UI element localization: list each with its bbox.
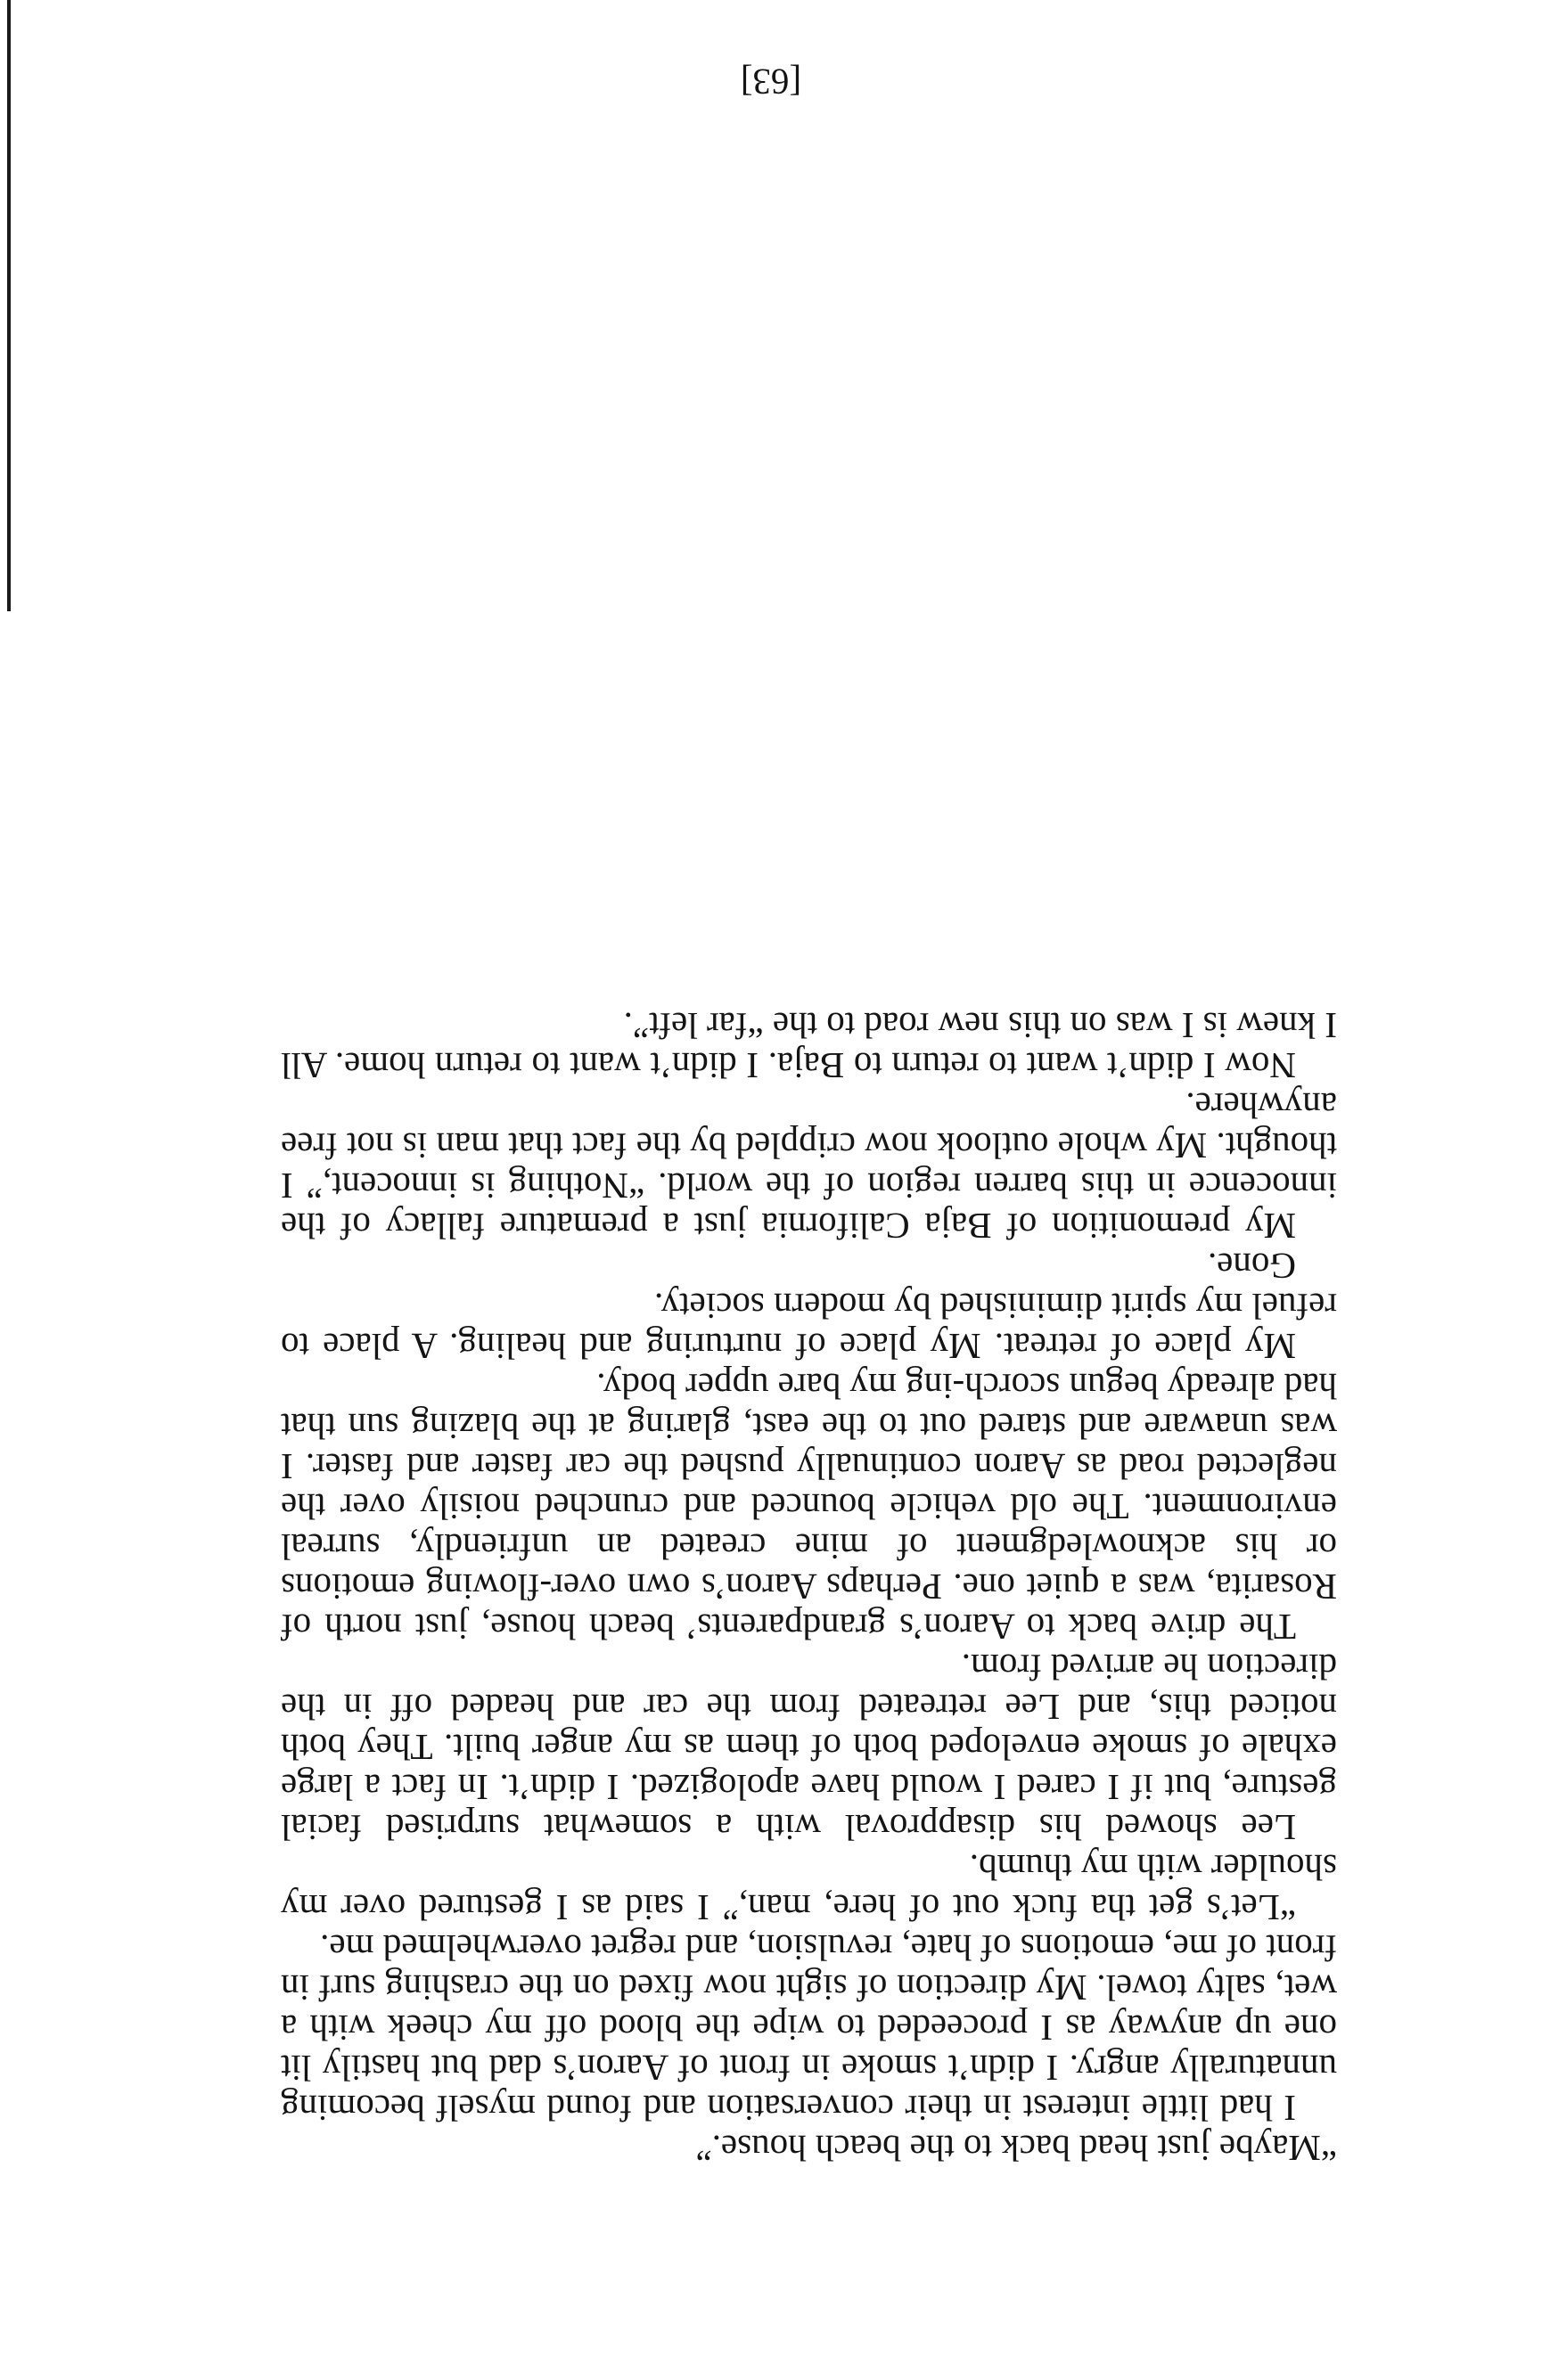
body-text xyxy=(281,1005,1337,2168)
paragraph: My premonition of Baja California just a premature fallacy of the innocence in this barren region of the world. “Nothing is innocent,” I thought. My whole outlook now crippled by the fact that man is not free anywhere. xyxy=(281,1085,1337,1247)
paragraph: Gone. xyxy=(1207,1246,1296,1287)
page-number: [63] xyxy=(740,61,802,102)
spine-shadow-line xyxy=(7,0,11,611)
paragraph: Lee showed his disapproval with a somewhat surprised facial gesture, but if I cared I would have apologized. I didn’t. In fact a large exhale of smoke enveloped both of them as my anger built. They both noticed this, and Lee retreated from the car and headed off in the direction he arrived from. xyxy=(281,1647,1337,1848)
paragraph: Now I didn’t want to return to Baja. I didn’t want to return home. All I knew is I was on this new road to the “far left”. xyxy=(281,1005,1337,1086)
paragraph: The drive back to Aaron’s grandparents’ beach house, just north of Rosarita, was a quiet one. Perhaps Aaron’s own over-flowing emotions or his acknowledgment of mine created an unfriendly, surreal environment. The old vehicle bounced and crunched noisily over the neglected road as Aaron continually pushed the car faster and faster. I was unaware and stared out to the east, glaring at the blazing sun that had already begun scorch-ing my bare upper body. xyxy=(281,1366,1337,1648)
paragraph: My place of retreat. My place of nurturing and healing. A place to refuel my spirit diminished by modern society. xyxy=(281,1286,1337,1367)
paragraph: “Let’s get tha fuck out of here, man,” I said as I gestured over my shoulder with my thumb. xyxy=(281,1847,1337,1928)
paragraph: I had little interest in their conversation and found myself becoming unnaturally angry. I didn’t smoke in front of Aaron’s dad but hastily lit one up anyway as I proceeded to wipe the blood off my cheek with a wet, salty towel. My direction of sight now fixed on the crashing surf in front of me, emotions of hate, revulsion, and regret overwhelmed me. xyxy=(281,1927,1337,2129)
paragraph: “Maybe just head back to the beach house.” xyxy=(695,2128,1337,2169)
